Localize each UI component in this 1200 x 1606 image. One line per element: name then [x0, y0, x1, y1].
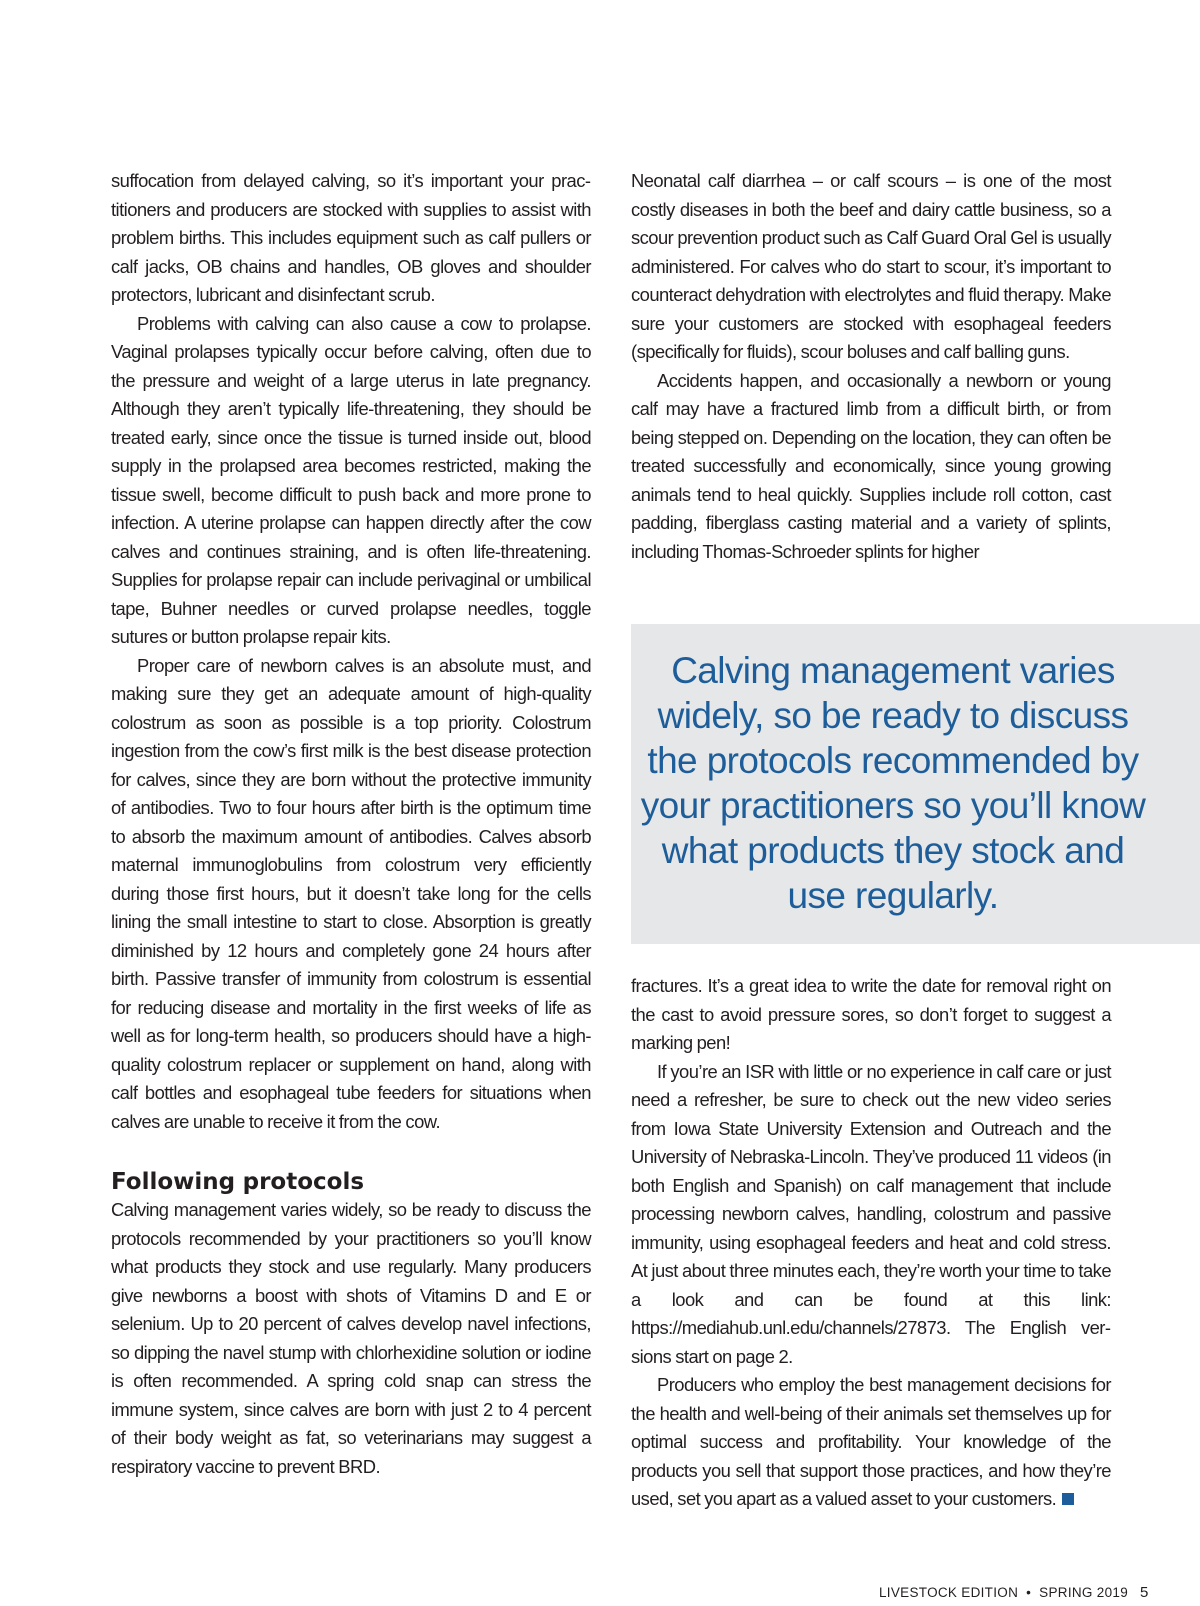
- pull-quote-text: Calving management varies widely, so be ready to discuss the protocols recommended by your practitioners so you’ll know what products they stock and use regularly.: [640, 650, 1146, 916]
- section-heading: Following protocols: [111, 1169, 365, 1195]
- pull-quote-box: [631, 624, 1200, 944]
- footer-separator: •: [1026, 1585, 1032, 1600]
- right-column-bottom: [631, 972, 1111, 1514]
- right-paragraph-5: [631, 1371, 1111, 1514]
- right-paragraph-5-text: Producers who employ the best management decisions for the health and well-being of their animals set themselves up for optimal success and profitability. Your knowledge of the products you sell that support those practices, and how they’re used, set you apart as a valued asset to your customers.: [631, 1374, 1111, 1509]
- left-paragraph-3: Proper care of newborn calves is an absolute must, and making sure they get an adequate amount of high-quality colostrum as soon as possible is a top priority. Colostrum ingestion from the cow’s first milk is the best disease protection for calves, since they are born without the protective immunity of antibodies. Two to four hours after birth is the optimum time to absorb the maximum amount of antibodies. Calves absorb maternal immunoglobulins from colostrum very efficiently during those first hours, but it doesn’t take long for the cells lining the small intestine to start to close. Absorption is greatly diminished by 12 hours and completely gone 24 hours after birth. Passive transfer of immunity from colostrum is essential for reducing disease and mortality in the first weeks of life as well as for long-term health, so producers should have a high-quality colostrum replacer or supplement on hand, along with calf bottles and esophageal tube feeders for situations when calves are unable to receive it from the cow.: [111, 654, 591, 1132]
- footer-season: SPRING 2019: [1039, 1585, 1129, 1600]
- left-paragraph-4: Calving management varies widely, so be ready to discuss the protocols recommended by your practitioners so you’ll know what products they stock and use regularly. Many producers give newborns a boost with shots of Vitamins D and E or selenium. Up to 20 percent of calves develop navel infections, so dipping the navel stump with chlorhexidine solution or iodine is often recommended. A spring cold snap can stress the immune system, since calves are born with just 2 to 4 percent of their body weight as fat, so veterinarians may suggest a respiratory vaccine to prevent BRD.: [111, 1199, 591, 1477]
- left-paragraph-1: suffocation from delayed calving, so it’s important your practitioners and producers are stocked with supplies to assist with problem births. This includes equipment such as calf pullers or calf jacks, OB chains and handles, OB gloves and shoulder protectors, lubricant and disinfectant scrub.: [111, 170, 591, 305]
- right-column-top: [631, 167, 1111, 566]
- right-paragraph-1: Neonatal calf diarrhea – or calf scours – is one of the most costly diseases in both the beef and dairy cattle business, so a scour prevention product such as Calf Guard Oral Gel is usually administered. For calves who do start to scour, it’s important to counteract dehydration with electrolytes and fluid therapy. Make sure your customers are stocked with esophageal feeders (specifically for fluids), scour boluses and calf balling guns.: [631, 170, 1111, 362]
- left-column: [111, 167, 591, 1481]
- page-number: 5: [1140, 1584, 1149, 1601]
- right-paragraph-4: If you’re an ISR with little or no experience in calf care or just need a refresher, be sure to check out the new video series from Iowa State University Extension and Outreach and the University of Nebraska-Lincoln. They’ve produced 11 videos (in both English and Spanish) on calf management that include processing newborn calves, handling, colostrum and passive immunity, using esophageal feeders and heat and cold stress. At just about three minutes each, they’re worth your time to take a look and can be found at this link: https://mediahub.unl.edu/channels/27873. The English versions start on page 2.: [631, 1060, 1111, 1367]
- footer-edition: LIVESTOCK EDITION: [879, 1585, 1019, 1600]
- right-paragraph-2: Accidents happen, and occasionally a newborn or young calf may have a fractured limb from a difficult birth, or from being stepped on. Depending on the location, they can often be treated successfully and economically, since young growing animals tend to heal quickly. Supplies include roll cotton, cast padding, fiberglass casting material and a variety of splints, including Thomas-Schroeder splints for higher: [631, 369, 1111, 562]
- left-paragraph-2: Problems with calving can also cause a cow to prolapse. Vaginal prolapses typically occur before calving, often due to the pressure and weight of a large uterus in late pregnancy. Although they aren’t typically life-threatening, they should be treated early, since once the tissue is turned inside out, blood supply in the prolapsed area becomes restricted, making the tissue swell, become difficult to push back and more prone to infection. A uterine prolapse can happen directly after the cow calves and continues straining, and is often life-threatening. Supplies for prolapse repair can include perivaginal or umbilical tape, Buhner needles or curved prolapse needles, toggle sutures or button prolapse repair kits.: [111, 312, 591, 647]
- end-of-article-icon: [1062, 1493, 1074, 1505]
- page-footer: [879, 1584, 1149, 1601]
- right-paragraph-3: fractures. It’s a great idea to write the date for removal right on the cast to avoid pressure sores, so don’t forget to suggest a marking pen!: [631, 975, 1111, 1053]
